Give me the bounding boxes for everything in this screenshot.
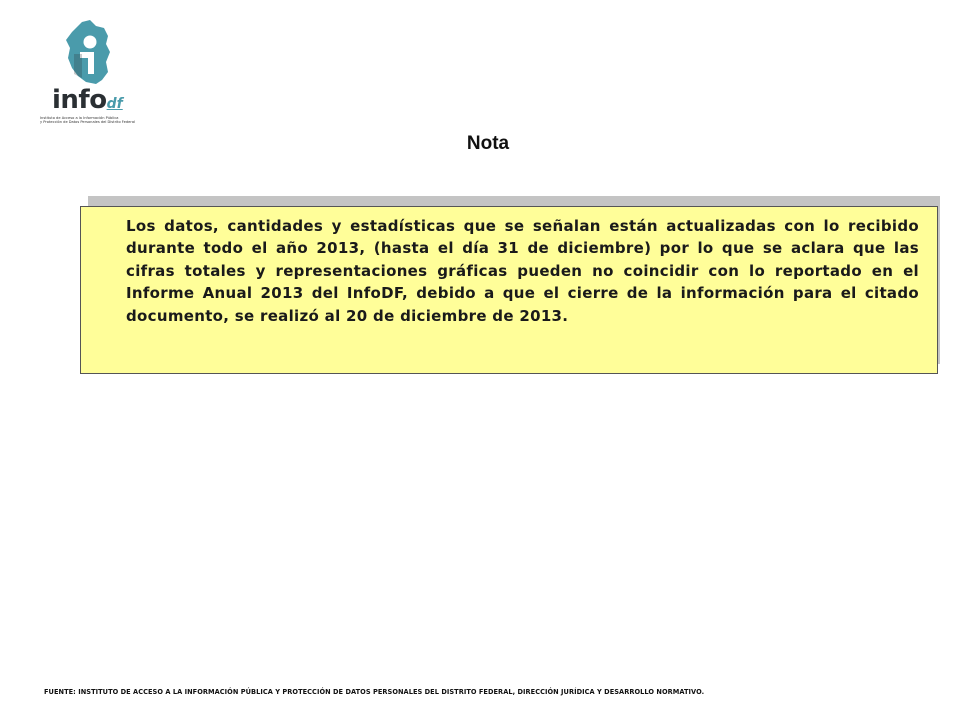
logo-caption (40, 116, 150, 125)
map-person-logo-icon (38, 18, 150, 90)
logo-wordmark-suffix: df (106, 96, 123, 112)
infodf-logo (38, 18, 150, 128)
note-box (80, 206, 938, 374)
logo-wordmark-text: info (52, 85, 107, 115)
logo-wordmark (52, 87, 123, 117)
logo-caption-line2: y Protección de Datos Personales del Distrito Federal (40, 120, 136, 125)
page-title: Nota (466, 133, 510, 154)
note-text: Los datos, cantidades y estadísticas que se señalan están actualizadas con lo recibido durante todo el año 2013, (hasta el día 31 de diciembre) por lo que se aclara que las cifras totales y representaciones gráficas pueden no coincidir con lo reportado en el Informe Anual 2013 del InfoDF, debido a que el cierre de la información para el citado documento, se realizó al 20 de diciembre de 2013. (126, 217, 919, 325)
source-footer: FUENTE: INSTITUTO DE ACCESO A LA INFORMACIÓN PÚBLICA Y PROTECCIÓN DE DATOS PERSONALES DEL DISTRITO FEDERAL, DIRECCIÓN JURÍDICA Y DESARROLLO NORMATIVO. (44, 688, 705, 696)
logo-caption-line1: Instituto de Acceso a la Información Pública (40, 116, 119, 120)
